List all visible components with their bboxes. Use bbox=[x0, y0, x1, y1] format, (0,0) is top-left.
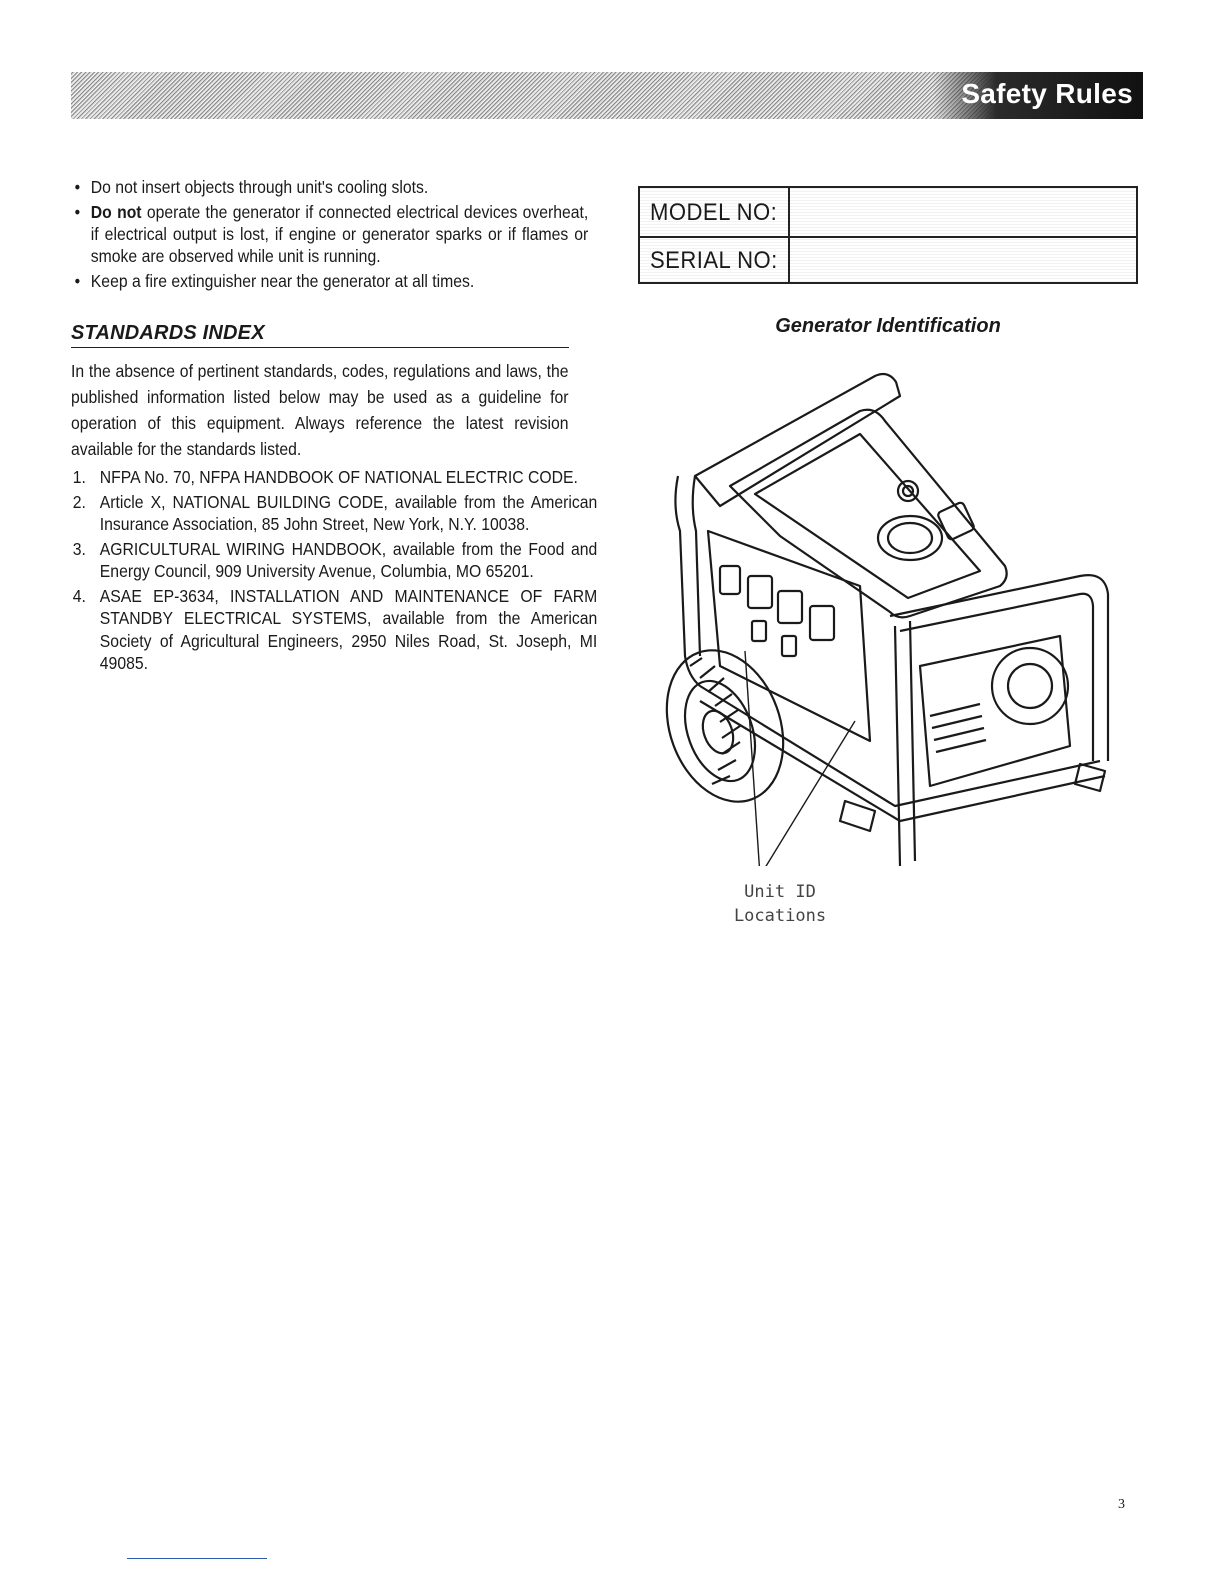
frame-base bbox=[700, 686, 1100, 806]
engine-block bbox=[920, 636, 1070, 786]
recoil-starter bbox=[992, 648, 1068, 724]
model-label: MODEL NO: bbox=[650, 199, 778, 226]
bullet-text: Do not insert objects through unit's cooling slots. bbox=[90, 177, 429, 197]
cooling-fins bbox=[930, 704, 986, 752]
frame-front-post bbox=[895, 626, 900, 866]
bullet-emphasis: Do not bbox=[90, 202, 142, 222]
frame-top-rail bbox=[695, 374, 900, 506]
bullet-text: Keep a fire extinguisher near the generator at all times. bbox=[90, 271, 475, 291]
list-text: AGRICULTURAL WIRING HANDBOOK, available from the Food and Energy Council, 909 University Avenue, Columbia, MO 65201. bbox=[99, 538, 598, 581]
list-item bbox=[71, 466, 597, 489]
list-text: ASAE EP-3634, INSTALLATION AND MAINTENANCE OF FARM STANDBY ELECTRICAL SYSTEMS, available from the American Society of Agricultural Engineers, 2950 Niles Road, St. Joseph, MI 49085. bbox=[99, 585, 598, 673]
callout-line: Locations bbox=[733, 906, 827, 926]
unit-id-callout bbox=[680, 880, 880, 928]
serial-row bbox=[640, 236, 1136, 284]
header-band bbox=[71, 72, 1143, 119]
section-title: Safety Rules bbox=[961, 78, 1133, 109]
page-number: 3 bbox=[1118, 1497, 1125, 1512]
outlet bbox=[720, 566, 740, 594]
list-number: 2. bbox=[72, 491, 86, 512]
safety-bullet-list bbox=[71, 176, 589, 292]
outlet bbox=[778, 591, 802, 623]
list-text: Article X, NATIONAL BUILDING CODE, available from the American Insurance Association, 85 John Street, New York, N.Y. 10038. bbox=[99, 491, 598, 534]
list-item bbox=[71, 538, 597, 583]
column-divider bbox=[788, 188, 790, 236]
left-column bbox=[71, 176, 598, 677]
list-number: 1. bbox=[72, 467, 86, 487]
figure-caption: Generator Identification bbox=[775, 315, 1001, 337]
list-item bbox=[71, 585, 597, 675]
callout-line: Unit ID bbox=[744, 882, 816, 902]
breaker bbox=[782, 636, 796, 656]
list-text: NFPA No. 70, NFPA HANDBOOK OF NATIONAL ELECTRIC CODE. bbox=[99, 467, 578, 487]
model-row bbox=[640, 188, 1136, 238]
tank-bevel bbox=[755, 434, 980, 598]
standards-intro: In the absence of pertinent standards, codes, regulations and laws, the published information listed below may be used as a guideline for operation of this equipment. Always reference the latest revision available for the standards listed. bbox=[71, 361, 569, 459]
outlet bbox=[748, 576, 772, 608]
list-item bbox=[71, 176, 588, 198]
tank-knob bbox=[898, 481, 918, 501]
foot bbox=[840, 801, 875, 831]
column-divider bbox=[788, 236, 790, 284]
header-tab bbox=[933, 72, 1143, 119]
breaker bbox=[752, 621, 766, 641]
callout-leader bbox=[760, 721, 855, 866]
generator-illustration bbox=[660, 366, 1120, 866]
standards-list bbox=[71, 466, 598, 675]
list-item bbox=[71, 270, 588, 292]
identification-table bbox=[638, 186, 1138, 284]
frame-front bbox=[890, 575, 1108, 761]
bullet-text: operate the generator if connected electrical devices overheat, if electrical output is lost, if engine or generator sparks or if flames or smoke are observed while unit is running. bbox=[90, 202, 589, 266]
footer-rule bbox=[127, 1558, 267, 1559]
list-number: 4. bbox=[72, 585, 86, 606]
list-item bbox=[71, 201, 588, 267]
list-number: 3. bbox=[72, 538, 86, 559]
list-item bbox=[71, 491, 597, 536]
standards-index-heading: STANDARDS INDEX bbox=[71, 322, 569, 348]
outlet bbox=[810, 606, 834, 640]
serial-label: SERIAL NO: bbox=[650, 247, 778, 274]
